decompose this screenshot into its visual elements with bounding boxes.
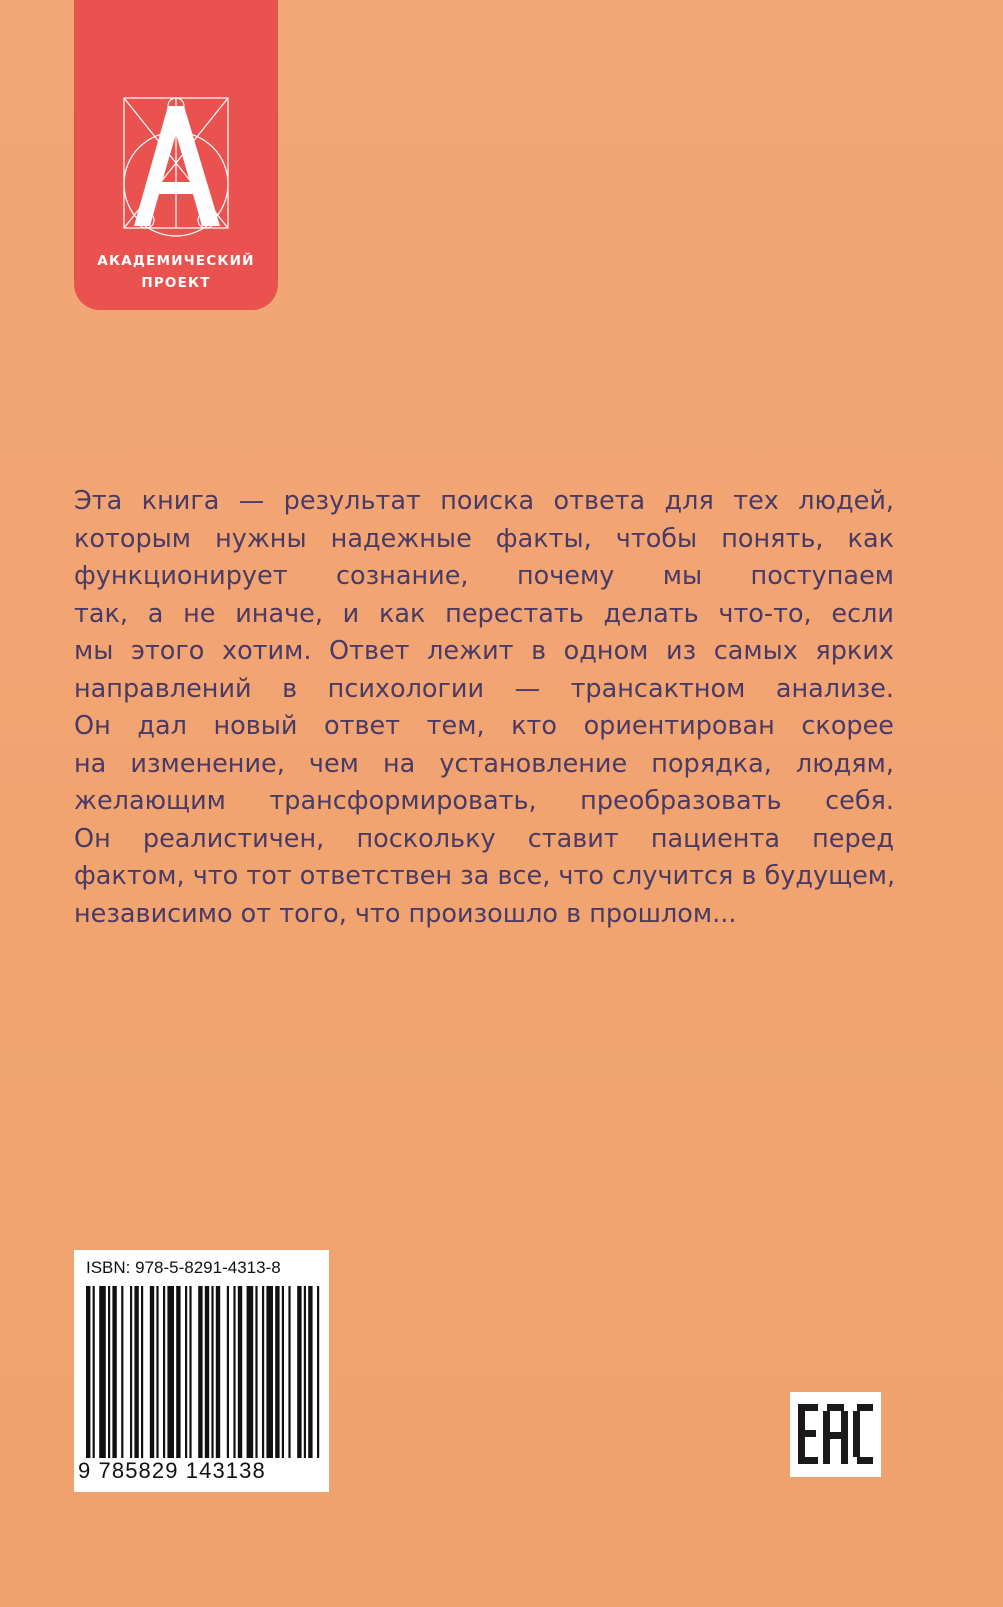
description-line: на изменение, чем на установление порядка, людям, [74,748,894,779]
description-line: функционирует сознание, почему мы поступаем [74,561,894,591]
description-line: Эта книга — результат поиска ответа для тех людей, [74,486,894,516]
barcode-digits: 9 785829 143138 [78,1458,266,1483]
description-line: желающим трансформировать, преобразовать себя. [74,786,894,816]
book-description [74,483,894,933]
publisher-name-line2: ПРОЕКТ [141,275,211,291]
description-line: мы этого хотим. Ответ лежит в одном из самых ярких [74,636,894,666]
description-line: направлений в психологии — трансактном анализе. [74,673,894,704]
description-line: Он дал новый ответ тем, кто ориентирован скорее [74,711,894,741]
description-line: независимо от того, что произошло в прошлом... [74,898,737,929]
publisher-logo [74,0,278,310]
barcode-bars-icon [82,1286,322,1458]
eac-certification-mark [790,1392,881,1477]
isbn-label: ISBN: 978-5-8291-4313-8 [86,1258,281,1277]
publisher-name-line1: АКАДЕМИЧЕСКИЙ [97,253,255,269]
eac-mark-icon [790,1392,881,1477]
description-line: фактом, что тот ответствен за все, что случится в будущем, [74,861,896,891]
description-line: так, а не иначе, и как перестать делать что-то, если [74,598,894,629]
publisher-letter-a-icon [116,92,236,242]
description-line: которым нужны надежные факты, чтобы понять, как [74,523,894,554]
isbn-barcode [74,1250,329,1492]
description-line: Он реалистичен, поскольку ставит пациента перед [74,823,894,854]
